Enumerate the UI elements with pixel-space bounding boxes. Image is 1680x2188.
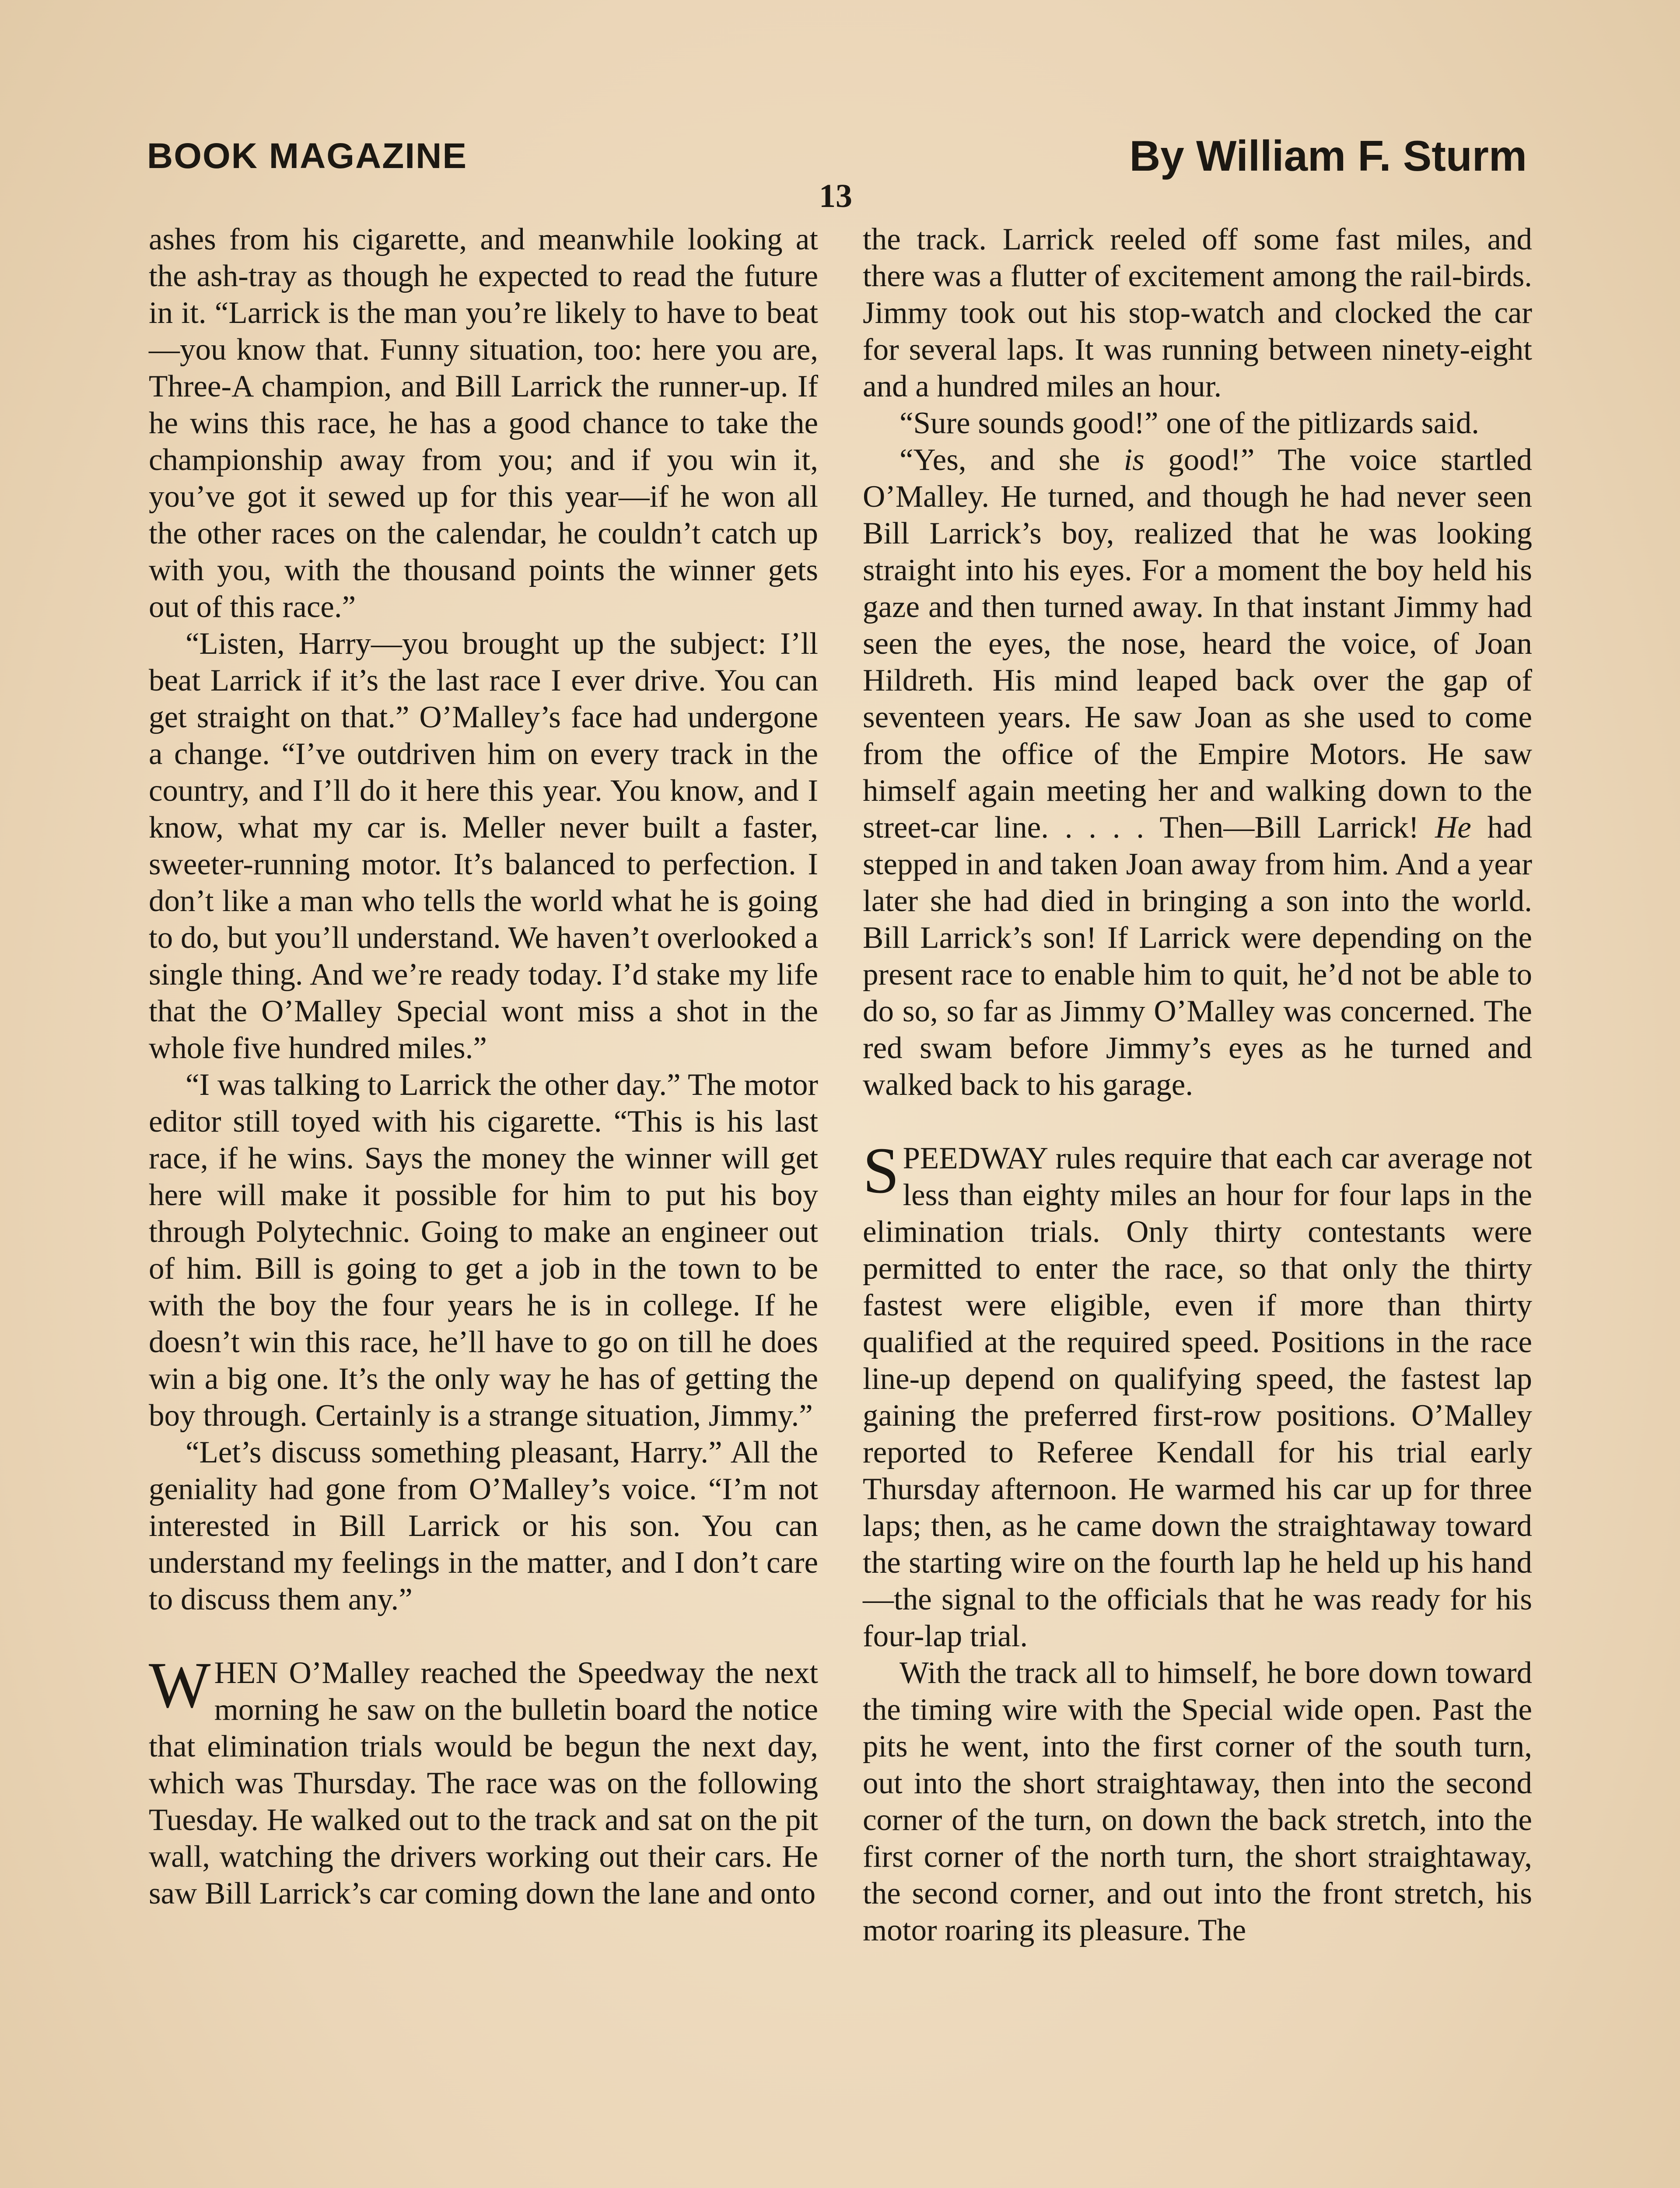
paragraph-text: HEN O’Malley reached the Speedway the next morning he saw on the bulletin board the notice that elimination trials would be begun the next day, which was Thursday. The race was on the following Tuesday. He walked out to the track and sat on the pit wall, watching the drivers working out their cars. He saw Bill Larrick’s car coming down the lane and onto [149, 1656, 818, 1911]
right-column [863, 221, 1532, 1949]
paragraph: “Let’s discuss something pleasant, Harry.” All the geniality had gone from O’Malley’s voice. “I’m not interested in Bill Larrick or his son. You can understand my feelings in the matter, and I don’t care to discuss them any.” [149, 1435, 818, 1616]
emphasis: is [1124, 443, 1144, 477]
paragraph: “Sure sounds good!” one of the pitlizards said. [900, 406, 1480, 440]
page-number: 13 [819, 178, 852, 214]
paragraph: ashes from his cigarette, and meanwhile looking at the ash-tray as though he expected to read the future in it. “Larrick is the man you’re likely to have to beat—you know that. Funny situation, too: here you are, Three-A champion, and Bill Larrick the runner-up. If he wins this race, he has a good chance to take the championship away from you; and if you win it, you’ve got it sewed up for this year—if he won all the other races on the calendar, he couldn’t catch up with you, with the thousand points the winner gets out of this race.” [149, 222, 818, 624]
emphasis: He [1435, 810, 1471, 845]
paragraph: With the track all to himself, he bore down toward the timing wire with the Special wide open. Past the pits he went, into the first corner of the south turn, out into the short straightaway, then into the second corner of the turn, on down the back stretch, into the first corner of the north turn, the short straightaway, the second corner, and out into the front stretch, his motor roaring its pleasure. The [863, 1656, 1532, 1947]
section-paragraph [149, 1649, 818, 1912]
paragraph-text: good!” The voice startled O’Malley. He turned, and though he had never seen Bill Larrick’s boy, realized that he was looking straight into his eyes. For a moment the boy held his gaze and then turned away. In that instant Jimmy had seen the eyes, the nose, heard the voice, of Joan Hildreth. His mind leaped back over the gap of seventeen years. He saw Joan as she used to come from the office of the Empire Motors. He saw himself again meeting her and walking down to the street-car line. . . . . Then—Bill Larrick! [863, 443, 1532, 845]
drop-cap: W [149, 1649, 211, 1722]
paragraph [863, 442, 1532, 1103]
paragraph-text: PEEDWAY rules require that each car average not less than eighty miles an hour for four laps in the elimination trials. Only thirty contestants were permitted to enter the race, so that only the thirty fastest were eligible, even if more than thirty qualified at the required speed. Positions in the race line-up depend on qualifying speed, the fastest lap gaining the preferred first-row positions. O’Malley reported to Referee Kendall for his trial early Thursday afternoon. He warmed his car up for three laps; then, as he came down the straightaway toward the starting wire on the fourth lap he held up his hand—the signal to the officials that he was ready for his four-lap trial. [863, 1141, 1532, 1653]
left-column [149, 221, 818, 1912]
section-paragraph [863, 1134, 1532, 1655]
paragraph: “I was talking to Larrick the other day.” The motor editor still toyed with his cigarette. “This is his last race, if he wins. Says the money the winner will get here will make it possible for him to put his boy through Polytechnic. Going to make an engineer out of him. Bill is going to get a job in the town to be with the boy the four years he is in college. If he doesn’t win this race, he’ll have to go on till he does win a big one. It’s the only way he has of getting the boy through. Certainly is a strange situation, Jimmy.” [149, 1068, 818, 1433]
paragraph: the track. Larrick reeled off some fast miles, and there was a flutter of excitement among the rail-birds. Jimmy took out his stop-watch and clocked the car for several laps. It was running between ninety-eight and a hundred miles an hour. [863, 222, 1532, 403]
drop-cap: S [863, 1134, 900, 1207]
paragraph: “Listen, Harry—you brought up the subject: I’ll beat Larrick if it’s the last race I ever drive. You can get straight on that.” O’Malley’s face had undergone a change. “I’ve outdriven him on every track in the country, and I’ll do it here this year. You know, and I know, what my car is. Meller never built a faster, sweeter-running motor. It’s balanced to perfection. I don’t like a man who tells the world what he is going to do, but you’ll understand. We haven’t overlooked a single thing. And we’re ready today. I’d stake my life that the O’Malley Special wont miss a shot in the whole five hundred miles.” [149, 627, 818, 1065]
paragraph-text: “Yes, and she [900, 443, 1124, 477]
paragraph-text: had stepped in and taken Joan away from him. And a year later she had died in bringing a son into the world. Bill Larrick’s son! If Larrick were depending on the present race to enable him to quit, he’d not be able to do so, so far as Jimmy O’Malley was concerned. The red swam before Jimmy’s eyes as he turned and walked back to his garage. [863, 810, 1533, 1102]
magazine-title: BOOK MAGAZINE [147, 136, 468, 176]
author-byline: By William F. Sturm [1129, 132, 1527, 180]
